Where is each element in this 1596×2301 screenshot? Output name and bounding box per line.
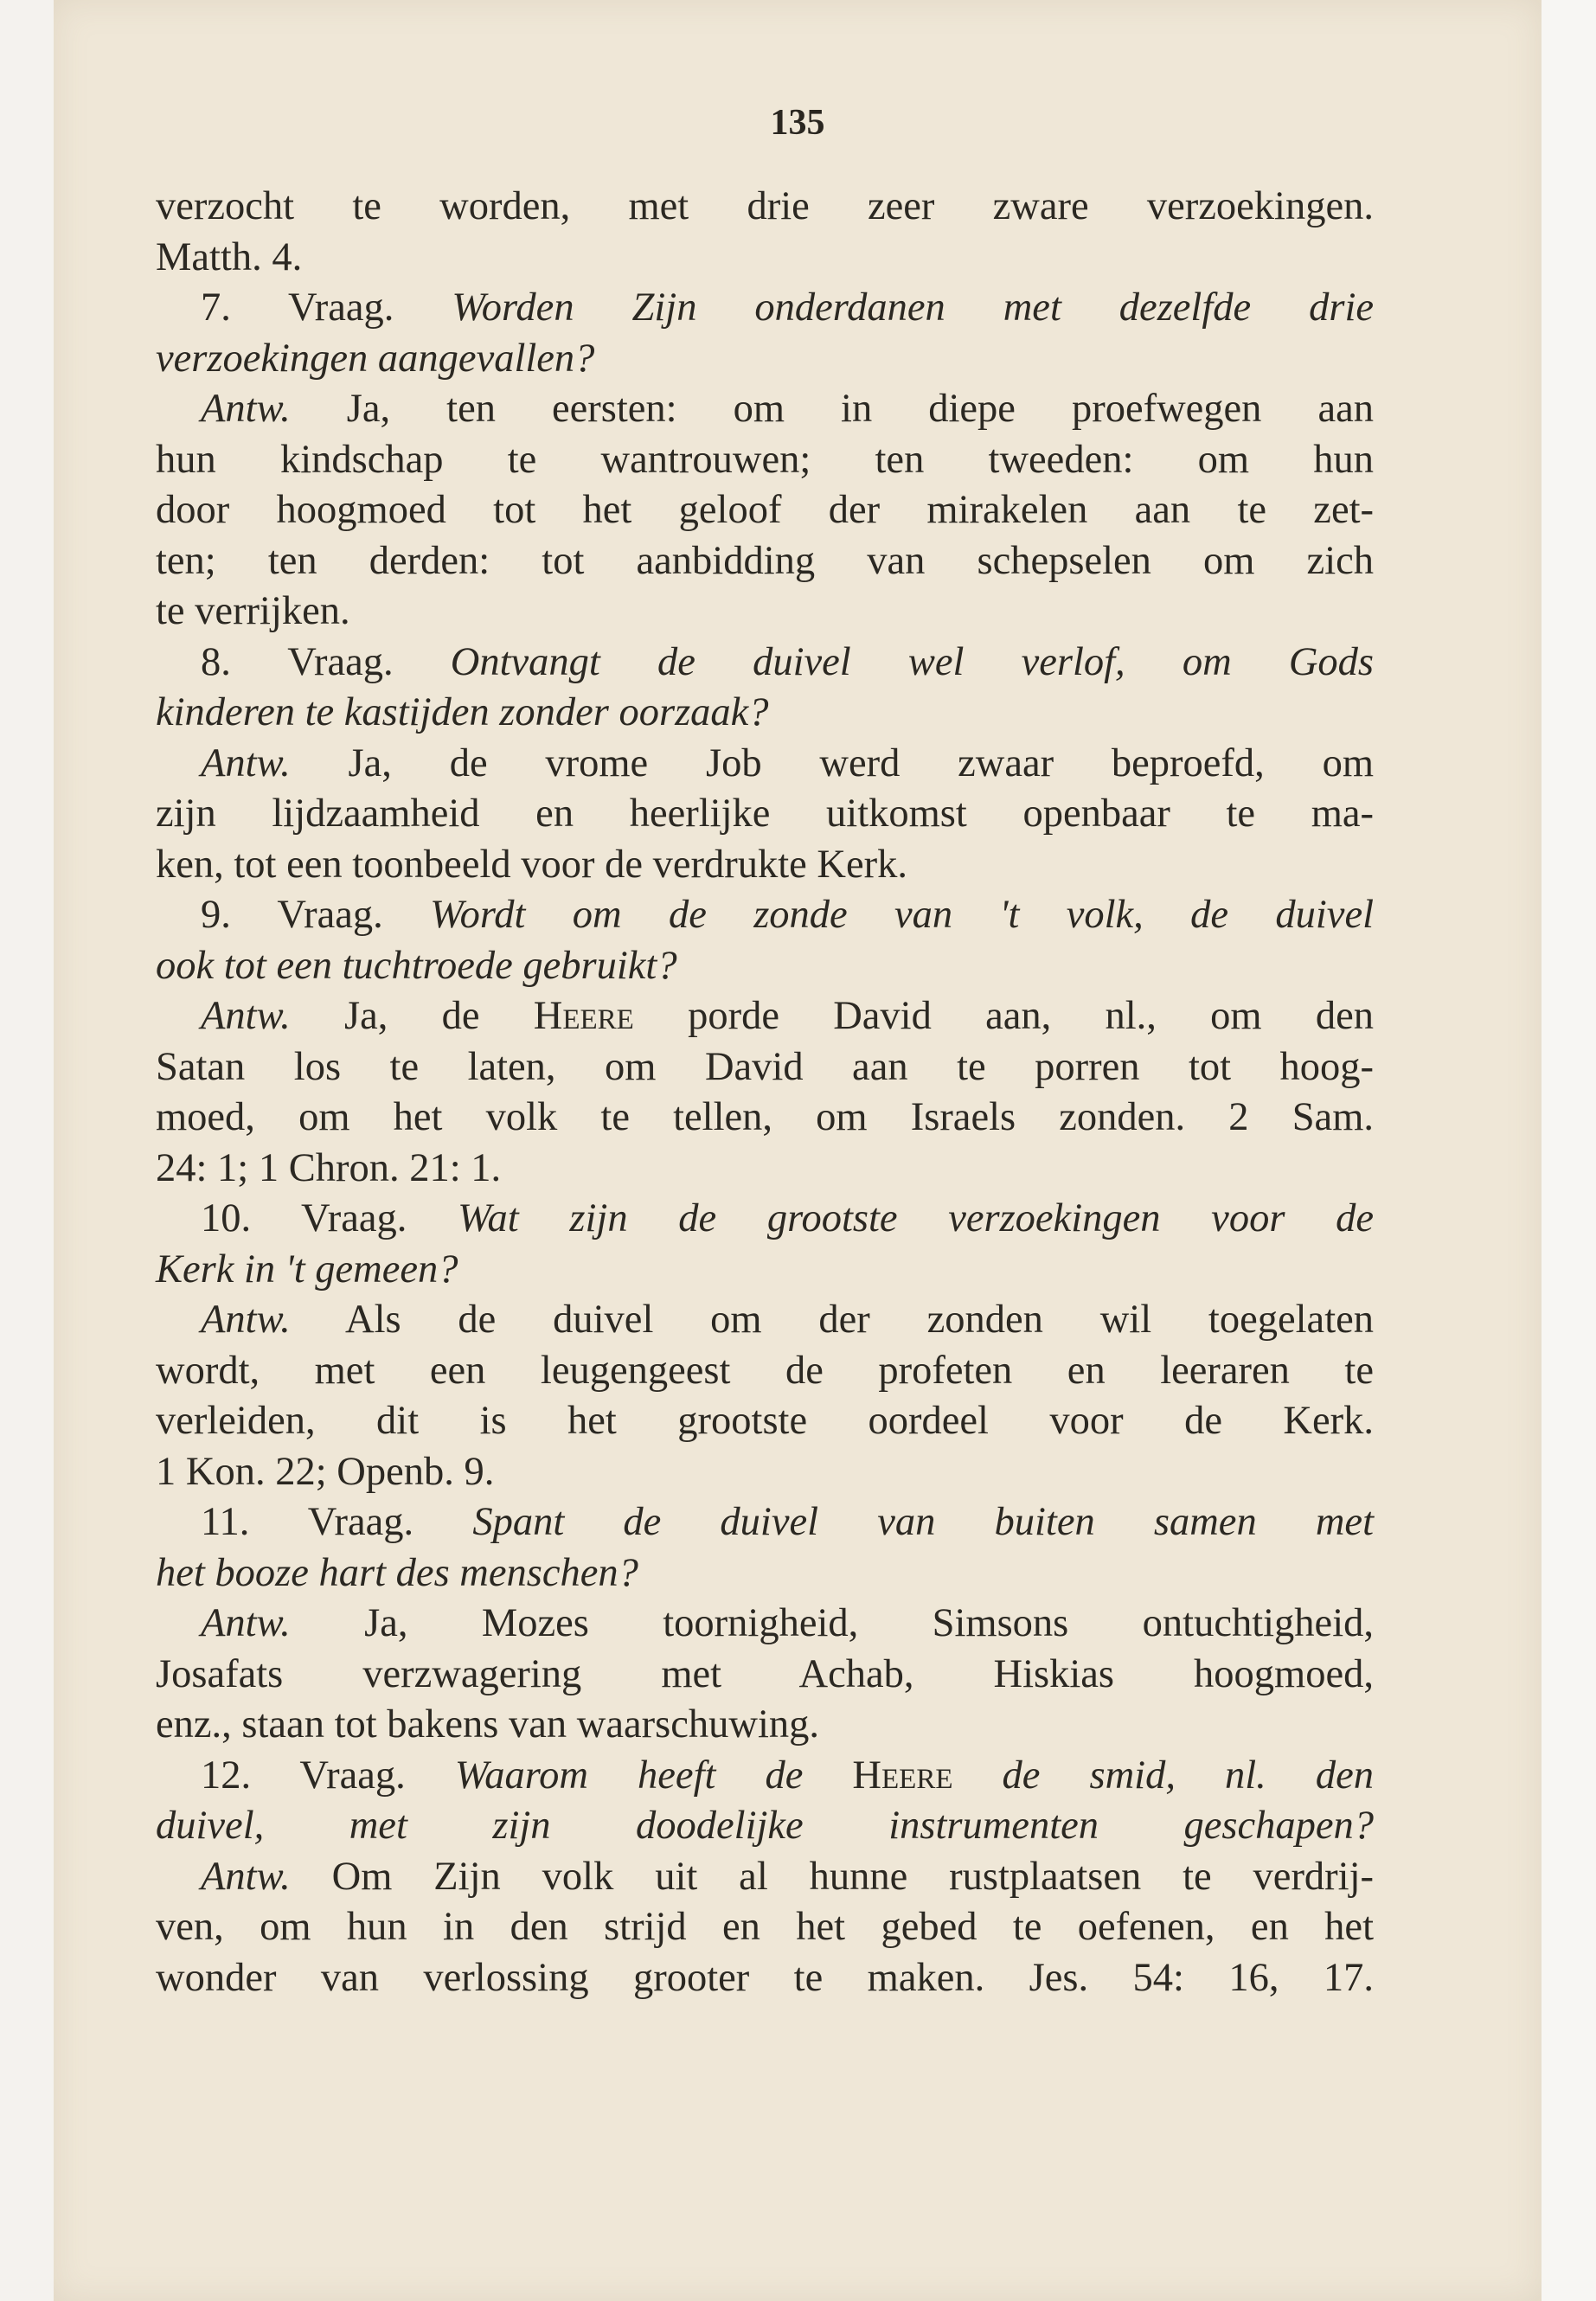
text-line: door hoogmoed tot het geloof der mirakelen aan te zet- — [156, 488, 1374, 532]
question-line: Kerk in 't gemeen? — [156, 1247, 458, 1292]
text-line: wordt, met een leugengeest de profeten en leeraren te — [156, 1348, 1374, 1393]
question-line: 12. Vraag. Waarom heeft de Heere de smid, nl. den — [201, 1753, 1375, 1798]
text-line: zijn lijdzaamheid en heerlijke uitkomst openbaar te ma- — [156, 792, 1374, 836]
answer-line: Antw. Als de duivel om der zonden wil toegelaten — [201, 1298, 1374, 1342]
book-page — [54, 0, 1542, 2301]
question-line: 9. Vraag. Wordt om de zonde van 't volk, de duivel — [201, 893, 1374, 937]
text-line: ven, om hun in den strijd en het gebed te oefenen, en het — [156, 1905, 1374, 1949]
text-line: verleiden, dit is het grootste oordeel voor de Kerk. — [156, 1399, 1374, 1443]
text-line: verzocht te worden, met drie zeer zware verzoekingen. — [156, 184, 1374, 228]
text-line: Josafats verzwagering met Achab, Hiskias hoogmoed, — [156, 1651, 1374, 1696]
text-line: enz., staan tot bakens van waarschuwing. — [156, 1702, 820, 1747]
answer-line: Antw. Om Zijn volk uit al hunne rustplaatsen te verdrij- — [201, 1854, 1374, 1899]
answer-line: Antw. Ja, ten eersten: om in diepe proefwegen aan — [201, 387, 1374, 431]
body-text — [156, 182, 1374, 2003]
question-line: kinderen te kastijden zonder oorzaak? — [156, 690, 769, 734]
text-line: moed, om het volk te tellen, om Israels zonden. 2 Sam. — [156, 1095, 1374, 1139]
question-line: 7. Vraag. Worden Zijn onderdanen met dezelfde drie — [201, 285, 1374, 330]
text-line: hun kindschap te wantrouwen; ten tweeden: om hun — [156, 437, 1374, 482]
text-line: 1 Kon. 22; Openb. 9. — [156, 1449, 495, 1494]
page-number: 135 — [770, 103, 825, 143]
text-line: 24: 1; 1 Chron. 21: 1. — [156, 1145, 502, 1190]
text-line: ken, tot een toonbeeld voor de verdrukte Kerk. — [156, 842, 907, 887]
question-line: het booze hart des menschen? — [156, 1550, 638, 1595]
question-line: 11. Vraag. Spant de duivel van buiten samen met — [201, 1500, 1374, 1544]
answer-line: Antw. Ja, de Heere porde David aan, nl., om den — [201, 994, 1374, 1038]
text-line: Matth. 4. — [156, 234, 303, 279]
text-line: wonder van verlossing grooter te maken. Jes. 54: 16, 17. — [156, 1955, 1374, 2000]
text-line: te verrijken. — [156, 589, 350, 633]
answer-line: Antw. Ja, de vrome Job werd zwaar beproefd, om — [201, 740, 1374, 785]
scan-margin-right — [1542, 0, 1596, 2301]
question-line: ook tot een tuchtroede gebruikt? — [156, 943, 677, 988]
question-line: verzoekingen aangevallen? — [156, 336, 595, 381]
question-line: duivel, met zijn doodelijke instrumenten geschapen? — [156, 1804, 1374, 1848]
question-line: 8. Vraag. Ontvangt de duivel wel verlof, om Gods — [201, 639, 1375, 684]
answer-line: Antw. Ja, Mozes toornigheid, Simsons ontuchtigheid, — [201, 1601, 1374, 1645]
text-line: ten; ten derden: tot aanbidding van schepselen om zich — [156, 538, 1374, 583]
text-line: Satan los te laten, om David aan te porren tot hoog- — [156, 1044, 1374, 1089]
scan-margin-left — [0, 0, 54, 2301]
question-line: 10. Vraag. Wat zijn de grootste verzoekingen voor de — [201, 1196, 1374, 1240]
